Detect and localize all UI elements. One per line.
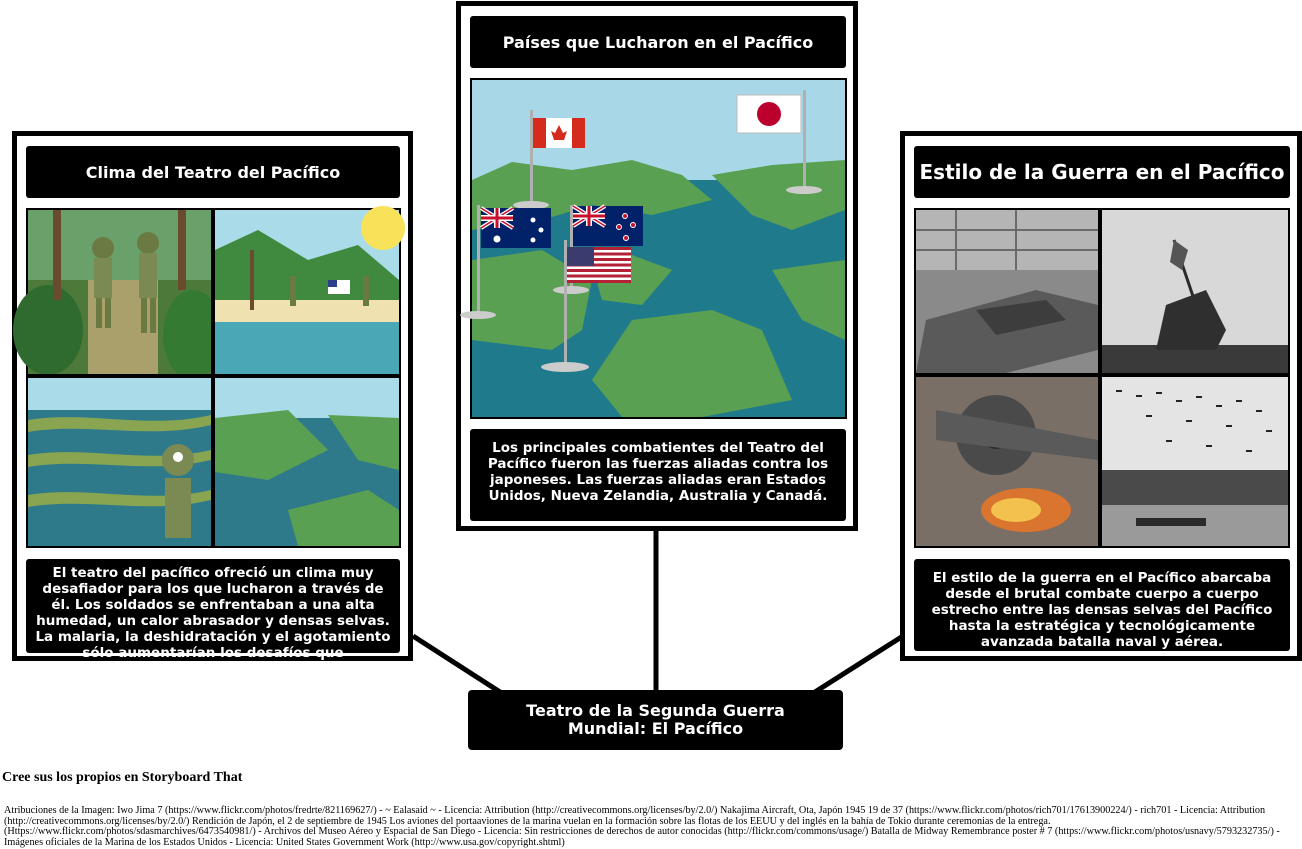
- flags-map-illustration: [470, 78, 847, 419]
- right-panel-title: Estilo de la Guerra en el Pacífico: [914, 146, 1290, 198]
- right-panel-description: El estilo de la guerra en el Pacífico abarcaba desde el brutal combate cuerpo a cuerpo estrecho entre las densas selvas del Pacífico hasta la estratégica y tecnológicamente avanzada batalla naval y aérea.: [914, 559, 1290, 651]
- center-panel-title: Países que Lucharon en el Pacífico: [470, 16, 846, 68]
- left-panel-title: Clima del Teatro del Pacífico: [26, 146, 400, 198]
- war-photos-collage: [914, 208, 1290, 548]
- image-attributions: Atribuciones de la Imagen: Iwo Jima 7 (https://www.flickr.com/photos/fredrte/821169627/) - ~ Ealasaid ~ - Licencia: Attribution (http://creativecommons.org/licenses/by/2.0/) Nakajima Aircraft, Ota, Japón 1945 19 de 37 (https://www.flickr.com/photos/rich701/17613900224/) - rich701 - Licencia: Attribution (http://creativecommons.org/licenses/by/2.0/) Rendición de Japón, el 2 de septiembre de 1945 Los aviones del portaaviones de la marina vuelan en la formación sobre las flotas de los EEUU y del inglés en la bahía de Tokio durante ceremonias de la entrega. (Https://www.flickr.com/photos/sdasmarchives/6473540981/) - Archivos del Museo Aéreo y Espacial de San Diego - Licencia: Sin restricciones de derechos de autor conocidas (http://flickr.com/commons/usage/) Batalla de Midway Remembrance poster # 7 (https://www.flickr.com/photos/usnavy/5793232735/) - Imágenes oficiales de la Marina de los Estados Unidos - Licencia: United States Government Work (http://www.usa.gov/copyright.shtml): [4, 805, 1280, 848]
- right-cell: [900, 131, 1302, 661]
- left-cell: [12, 131, 413, 677]
- center-cell: [456, 1, 858, 531]
- central-topic: Teatro de la Segunda Guerra Mundial: El Pacífico: [468, 690, 843, 750]
- left-panel-description: El teatro del pacífico ofreció un clima muy desafiador para los que lucharon a través de él. Los soldados se enfrentaban a una alta humedad, un calor abrasador y densas selvas. La malaria, la deshidratación y el agotamiento sólo aumentarían los desafíos que enfrentarían los soldados.: [26, 559, 400, 653]
- climate-illustration: [26, 208, 401, 548]
- center-panel-description: Los principales combatientes del Teatro del Pacífico fueron las fuerzas aliadas contra los japoneses. Las fuerzas aliadas eran Estados Unidos, Nueva Zelandia, Australia y Canadá.: [470, 429, 846, 521]
- create-your-own-link[interactable]: Cree sus los propios en Storyboard That: [2, 770, 243, 785]
